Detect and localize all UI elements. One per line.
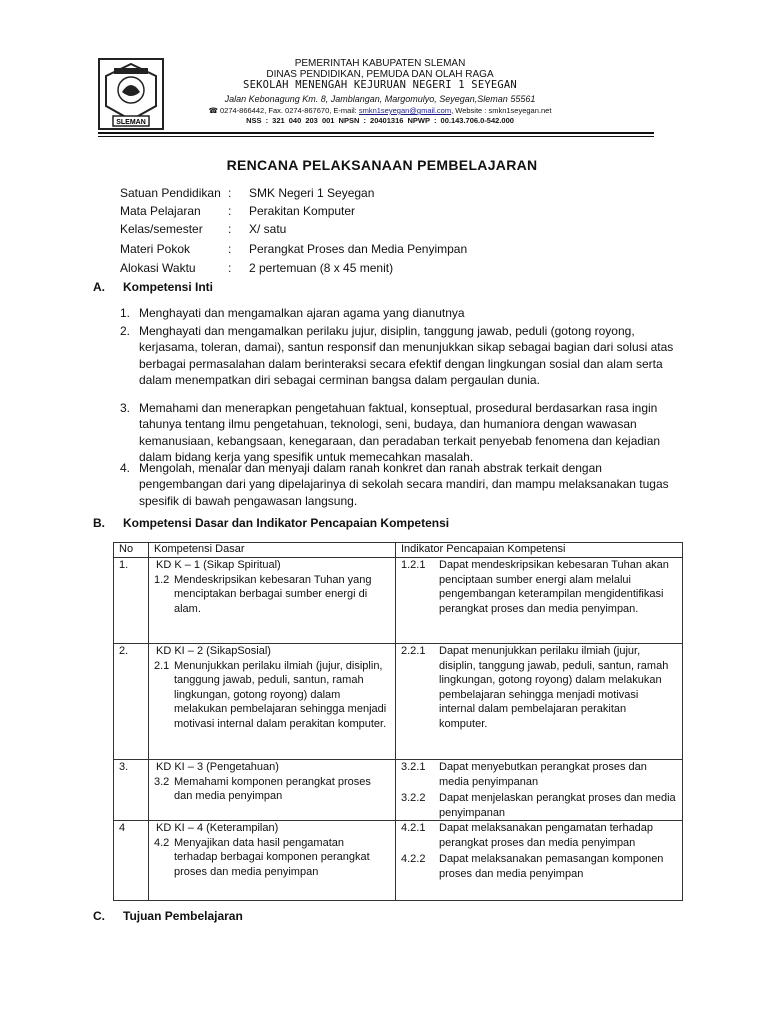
letterhead-line-1: PEMERINTAH KABUPATEN SLEMAN [294, 58, 466, 69]
ki-number: 3. [120, 401, 131, 415]
kd-text: Menyajikan data hasil pengamatan terhadap berbagai komponen perangkat proses dan media penyimpan [174, 836, 370, 878]
logo-text: SLEMAN [116, 119, 146, 126]
email-link[interactable]: smkn1seyegan@gmail.com [358, 106, 452, 115]
section-title: Kompetensi Dasar dan Indikator Pencapaian Kompetensi [123, 516, 450, 530]
section-title: Kompetensi Inti [123, 280, 214, 294]
kd-item [154, 659, 390, 732]
info-label: Kelas/semester [120, 222, 203, 236]
row-indicators [396, 644, 683, 760]
indicator-text: Dapat melaksanakan pengamatan terhadap perangkat proses dan media penyimpan [439, 822, 654, 849]
sleman-logo [98, 58, 164, 130]
indicator-number: 4.2.1 [401, 822, 426, 834]
info-value: SMK Negeri 1 Seyegan [249, 186, 375, 200]
ki-item [120, 305, 680, 321]
kd-heading: KD KI – 3 (Pengetahuan) [156, 761, 279, 773]
ki-text: Menghayati dan mengamalkan ajaran agama yang dianutnya [139, 306, 465, 320]
kd-number: 4.2 [154, 836, 170, 849]
info-colon: : [228, 242, 232, 256]
row-no: 2. [114, 644, 149, 760]
sleman-emblem-icon [100, 60, 162, 128]
row-kd [149, 558, 396, 644]
kd-indicator-table [113, 542, 683, 901]
indicator-item [401, 558, 677, 616]
info-value: Perakitan Komputer [249, 204, 356, 218]
section-letter: B. [93, 516, 105, 530]
indicator-number: 3.2.1 [401, 761, 426, 773]
kd-number: 2.1 [154, 659, 170, 672]
indicator-text: Dapat menyebutkan perangkat proses dan media penyimpanan [439, 761, 647, 788]
table-header-indicator: Indikator Pencapaian Kompetensi [396, 543, 683, 558]
row-no: 3. [114, 760, 149, 821]
info-colon: : [228, 204, 232, 218]
letterhead-school-name: SEKOLAH MENENGAH KEJURUAN NEGERI 1 SEYEGAN [243, 79, 517, 91]
indicator-item [401, 852, 677, 881]
kd-item [154, 836, 390, 880]
ki-text: Mengolah, menalar dan menyaji dalam ranah konkret dan ranah abstrak terkait dengan pengembangan dari yang dipelajarinya di sekolah secara mandiri, dan mampu melaksanakan tugas spesifik di bawah pengawasan langsung. [139, 461, 669, 508]
indicator-item [401, 644, 677, 731]
kd-number: 3.2 [154, 775, 170, 788]
section-letter: A. [93, 280, 105, 294]
kd-heading: KD K – 1 (Sikap Spiritual) [156, 559, 281, 571]
info-colon: : [228, 186, 232, 200]
kd-heading: KD KI – 4 (Keterampilan) [156, 822, 279, 834]
indicator-number: 1.2.1 [401, 559, 426, 571]
info-value: Perangkat Proses dan Media Penyimpan [249, 242, 468, 256]
row-indicators [396, 558, 683, 644]
section-title: Tujuan Pembelajaran [123, 909, 243, 923]
row-indicators [396, 821, 683, 901]
info-colon: : [228, 261, 232, 275]
letterhead-line-2: DINAS PENDIDIKAN, PEMUDA DAN OLAH RAGA [266, 69, 494, 80]
indicator-item [401, 821, 677, 850]
kd-heading: KD KI – 2 (SikapSosial) [156, 645, 271, 657]
row-no: 1. [114, 558, 149, 644]
indicator-number: 4.2.2 [401, 853, 426, 865]
ki-number: 1. [120, 306, 131, 320]
ki-number: 2. [120, 324, 131, 338]
document-title: RENCANA PELAKSANAAN PEMBELAJARAN [226, 157, 538, 173]
ki-item [120, 460, 680, 509]
letterhead-nss: NSS : 321 040 203 001 NPSN : 20401316 NPWP : 00.143.706.0-542.000 [246, 116, 514, 125]
ki-number: 4. [120, 461, 131, 475]
table-row [114, 821, 683, 901]
table-row [114, 760, 683, 821]
ki-text: Memahami dan menerapkan pengetahuan faktual, konseptual, prosedural berdasarkan rasa ingin tahunya tentang ilmu pengetahuan, teknologi, seni, budaya, dan humaniora dengan wawasan kemanusiaan, kebangsaan, kenegaraan, dan peradaban terkait penyebab fenomena dan kejadian dalam bidang kerja yang spesifik untuk memecahkan masalah. [139, 401, 661, 464]
ki-item [120, 323, 680, 388]
phone-fax: ☎ 0274-866442, Fax. 0274-867670, E-mail: [208, 106, 359, 115]
indicator-number: 3.2.2 [401, 792, 426, 804]
table-header-no: No [114, 543, 149, 558]
row-kd [149, 760, 396, 821]
kd-item [154, 775, 390, 804]
info-label: Mata Pelajaran [120, 204, 201, 218]
table-header-row [114, 543, 683, 558]
info-label: Satuan Pendidikan [120, 186, 221, 200]
table-row [114, 644, 683, 760]
table-row [114, 558, 683, 644]
indicator-number: 2.2.1 [401, 645, 426, 657]
section-letter: C. [93, 909, 105, 923]
kd-text: Mendeskripsikan kebesaran Tuhan yang menciptakan berbagai sumber energi di alam. [174, 573, 372, 615]
kd-item [154, 573, 390, 617]
ki-item [120, 400, 680, 465]
kd-text: Memahami komponen perangkat proses dan media penyimpan [174, 775, 371, 802]
info-value: 2 pertemuan (8 x 45 menit) [249, 261, 394, 275]
kd-number: 1.2 [154, 573, 170, 586]
letterhead-divider-thin [98, 136, 654, 137]
row-indicators [396, 760, 683, 821]
indicator-item [401, 760, 677, 789]
row-kd [149, 644, 396, 760]
ki-text: Menghayati dan mengamalkan perilaku jujur, disiplin, tanggung jawab, peduli (gotong royong, kerjasama, toleran, damai), santun responsif dan menunjukkan sikap sebagai bagian dari solusi atas berbagai permasalahan dalam berinteraksi secara efektif dengan lingkungan sosial dan alam serta dalam menempatkan diri sebagai cerminan bangsa dalam pergaulan dunia. [139, 324, 674, 387]
info-value: X/ satu [249, 222, 287, 236]
indicator-text: Dapat menjelaskan perangkat proses dan media penyimpanan [439, 792, 676, 819]
indicator-text: Dapat mendeskripsikan kebesaran Tuhan akan penciptaan sumber energi alam melalui pengembangan keterampilan mengidentifikasi perangkat proses dan media penyimpan. [439, 559, 669, 615]
info-colon: : [228, 222, 232, 236]
row-kd [149, 821, 396, 901]
letterhead-contact [178, 106, 582, 115]
row-no: 4 [114, 821, 149, 901]
letterhead-divider [98, 132, 654, 134]
info-label: Alokasi Waktu [120, 261, 196, 275]
indicator-item [401, 791, 677, 820]
table-header-kd: Kompetensi Dasar [149, 543, 396, 558]
kd-text: Menunjukkan perilaku ilmiah (jujur, disiplin, tanggung jawab, peduli, santun, ramah lingkungan, gotong royong) dalam melakukan pembelajaran sehingga menjadi motivasi internal dalam perakitan komputer. [174, 659, 387, 730]
info-label: Materi Pokok [120, 242, 191, 256]
indicator-text: Dapat melaksanakan pemasangan komponen proses dan media penyimpan [439, 853, 664, 880]
website: , Website : smkn1seyegan.net [451, 106, 552, 115]
letterhead-address: Jalan Kebonagung Km. 8, Jamblangan, Margomulyo, Seyegan,Sleman 55561 [224, 94, 536, 104]
indicator-text: Dapat menunjukkan perilaku ilmiah (jujur, disiplin, tanggung jawab, peduli, santun, ramah lingkungan, gotong royong) dalam melakukan pembelajaran sehingga menjadi motivasi internal dalam pembelajaran perakitan komputer. [439, 645, 669, 730]
